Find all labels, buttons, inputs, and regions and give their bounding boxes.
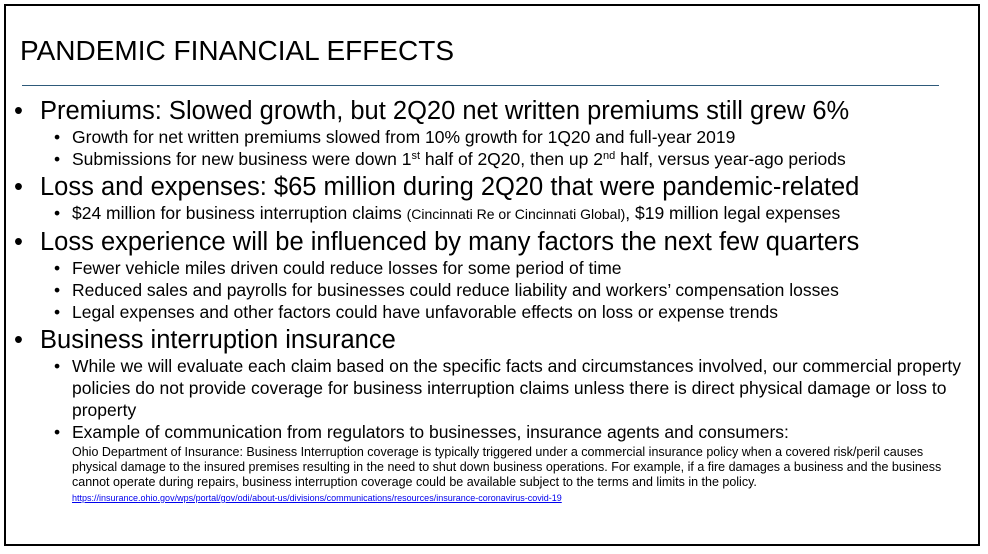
bullet-icon: • [54,302,61,322]
bullet-icon: • [14,228,23,256]
slide-content [12,96,977,506]
bullet-loss-experience [12,227,977,257]
sub-bullet-text: While we will evaluate each claim based on the specific facts and circumstances involved, our commercial property policies do not provide coverage for business interruption claims unless there is direct physical damage or loss to property [72,356,962,420]
sub-bullet-text-part: half, versus year-ago periods [615,149,846,169]
sub-bullet-vehicle-miles [12,257,977,279]
bullet-icon: • [14,326,23,354]
bullet-loss-experience-text: Loss experience will be influenced by many factors the next few quarters [40,228,860,256]
regulator-quote [12,445,962,506]
superscript: st [411,150,421,162]
regulator-quote-text: Ohio Department of Insurance: Business Interruption coverage is typically triggered under a commercial insurance policy when a covered risk/peril causes physical damage to the insured premises resulting in the need to shut down business operations. For example, if a fire damages a business and the business cannot operate during repairs, business interruption coverage could be available subject to the terms and limits in the policy. [72,445,942,489]
sub-bullet-text: Fewer vehicle miles driven could reduce losses for some period of time [72,258,622,278]
sub-bullet-text: Growth for net written premiums slowed from 10% growth for 1Q20 and full-year 2019 [72,127,736,147]
title-divider [22,85,939,86]
sub-bullet-business-interruption-claims [12,202,977,225]
bullet-loss-expenses [12,172,977,202]
sub-bullet-legal-expenses [12,301,977,323]
bullet-icon: • [14,97,23,125]
bullet-premiums [12,96,977,126]
bullet-icon: • [54,356,61,376]
sub-bullet-text: Reduced sales and payrolls for businesses could reduce liability and workers’ compensation losses [72,280,839,300]
sub-bullet-text-part: , $19 million legal expenses [625,203,841,223]
bullet-business-interruption-text: Business interruption insurance [40,326,396,354]
sub-bullet-text-part: half of 2Q20, then up 2 [420,149,603,169]
sub-bullet-small-text: (Cincinnati Re or Cincinnati Global) [406,206,626,222]
slide [4,4,980,546]
bullet-icon: • [54,203,61,223]
bullet-business-interruption [12,325,977,355]
bullet-premiums-text: Premiums: Slowed growth, but 2Q20 net written premiums still grew 6% [40,97,850,125]
bullet-icon: • [54,149,61,169]
sub-bullet-text-part: Submissions for new business were down 1 [72,149,412,169]
bullet-icon: • [54,422,61,442]
bullet-icon: • [54,280,61,300]
sub-bullet-growth [12,126,977,148]
bullet-icon: • [54,258,61,278]
sub-bullet-sales-payrolls [12,279,977,301]
bullet-loss-expenses-text: Loss and expenses: $65 million during 2Q20 that were pandemic-related [40,173,860,201]
bullet-icon: • [54,127,61,147]
slide-title: PANDEMIC FINANCIAL EFFECTS [20,35,455,66]
sub-bullet-submissions [12,148,977,170]
sub-bullet-text: Legal expenses and other factors could have unfavorable effects on loss or expense trends [72,302,778,322]
ohio-insurance-link[interactable]: https://insurance.ohio.gov/wps/portal/gov/odi/about-us/divisions/communications/resources/insurance-coronavirus-covid-19 [72,493,562,503]
bullet-icon: • [14,173,23,201]
sub-bullet-text-part: $24 million for business interruption claims [72,203,407,223]
superscript: nd [602,150,616,162]
sub-bullet-text: Example of communication from regulators to businesses, insurance agents and consumers: [72,422,789,442]
sub-bullet-claim-evaluation [12,355,977,421]
sub-bullet-regulator-example [12,421,977,443]
